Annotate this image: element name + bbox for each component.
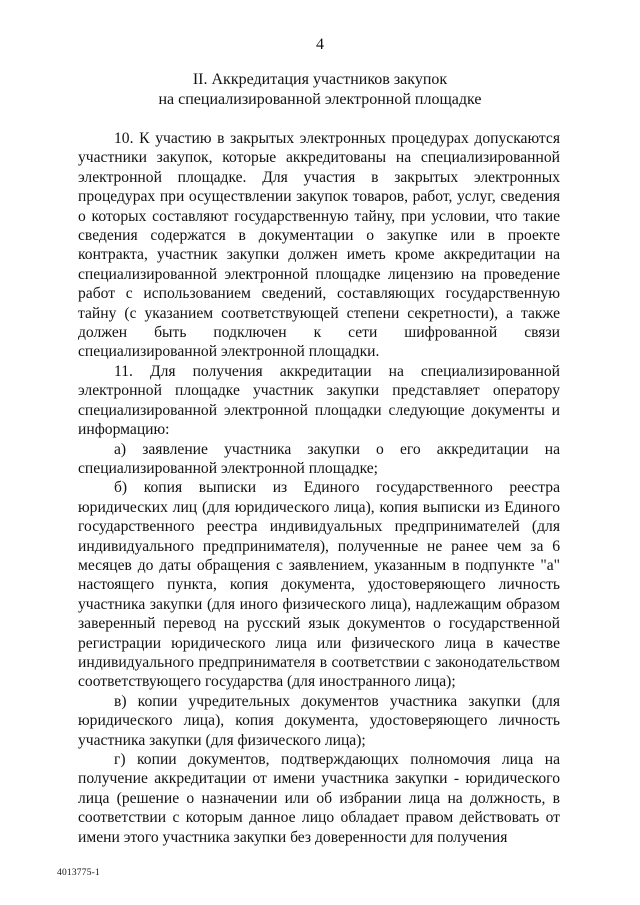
- paragraph-11: 11. Для получения аккредитации на специализированной электронной площадке участник закупки представляет оператору специализированной электронной площадки следующие документы и информацию:: [78, 362, 560, 439]
- subitem-g: г) копии документов, подтверждающих полномочия лица на получение аккредитации от имени участника закупки - юридического лица (решение о назначении или об избрании лица на должность, в соответствии с которым данное лицо обладает правом действовать от имени этого участника закупки без доверенности для получения: [78, 751, 560, 846]
- subitem-a: а) заявление участника закупки о его аккредитации на специализированной электронной площадке;: [78, 440, 560, 477]
- document-body: [78, 129, 560, 847]
- section-heading-line-1: II. Аккредитация участников закупок: [192, 71, 448, 88]
- paragraph-10: 10. К участию в закрытых электронных процедурах допускаются участники закупок, которые аккредитованы на специализированной электронной площадке. Для участия в закрытых электронных процедурах при осуществлении закупок товаров, работ, услуг, сведения о которых составляют государственную тайну, при условии, что такие сведения содержатся в документации о закупке или в проекте контракта, участник закупки должен иметь кроме аккредитации на специализированной электронной площадке лицензию на проведение работ с использованием сведений, составляющих государственную тайну (с указанием соответствующей степени секретности), а также должен быть подключен к сети шифрованной связи специализированной электронной площадки.: [78, 130, 560, 361]
- document-code: 4013775-1: [57, 868, 100, 878]
- section-heading-line-2: на специализированной электронной площадке: [158, 91, 482, 108]
- section-heading: [0, 70, 640, 110]
- subitem-b: б) копия выписки из Единого государственного реестра юридических лиц (для юридического лица), копия выписки из Единого государственного реестра индивидуальных предпринимателей (для индивидуального предпринимателя), полученные не ранее чем за 6 месяцев до даты обращения с заявлением, указанным в подпункте "а" настоящего пункта, копия документа, удостоверяющего личность участника закупки (для иного физического лица), надлежащим образом заверенный перевод на русский язык документов о государственной регистрации юридического лица или физического лица в качестве индивидуального предпринимателя в соответствии с законодательством соответствующего государства (для иностранного лица);: [78, 479, 560, 691]
- page-number: 4: [316, 36, 324, 53]
- subitem-v: в) копии учредительных документов участника закупки (для юридического лица), копия документа, удостоверяющего личность участника закупки (для физического лица);: [78, 692, 560, 749]
